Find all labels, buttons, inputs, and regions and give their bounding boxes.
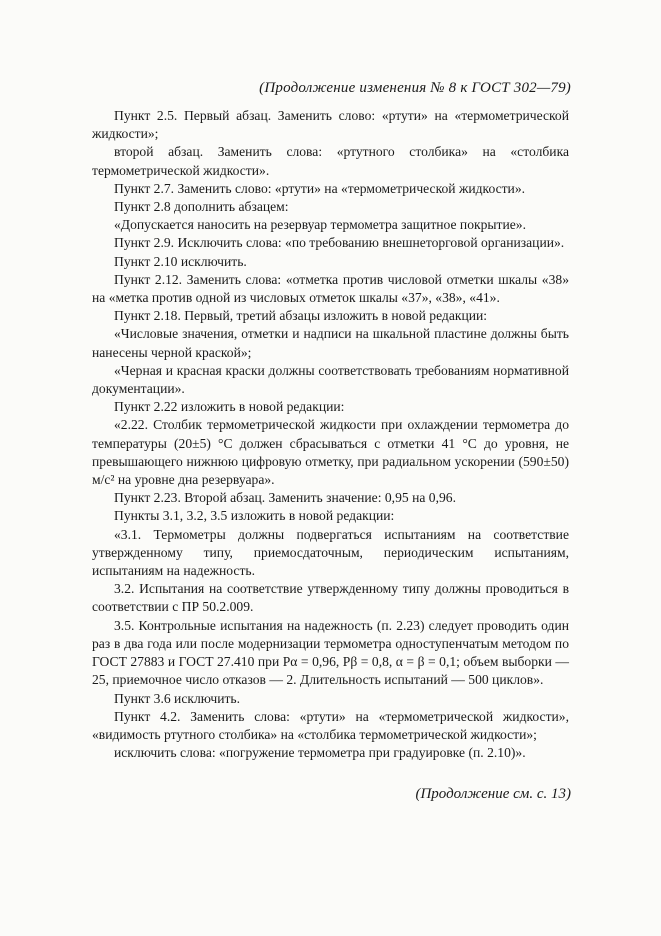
paragraph: Пункт 2.8 дополнить абзацем: xyxy=(114,199,289,215)
paragraph: Пункт 3.6 исключить. xyxy=(114,690,241,706)
paragraph: Пункт 2.22 изложить в новой редакции: xyxy=(114,399,345,415)
paragraph: «2.22. Столбик термометрической жидкости при охлаждении термометра до температуры (20±5) °С должен сбрасываться с отметки 41 °С до уровня, не превышающего нижнюю цифровую отметку, при радиальном ускорении (590±50) м/с² на уровне дна резервуара». xyxy=(92,417,569,488)
paragraph: «Допускается наносить на резервуар термометра защитное покрытие». xyxy=(114,217,526,233)
paragraph: Пункт 2.10 исключить. xyxy=(114,253,247,269)
paragraph: второй абзац. Заменить слова: «ртутного столбика» на «столбика термометрической жидкости». xyxy=(92,144,569,178)
paragraph: Пункт 2.18. Первый, третий абзацы изложить в новой редакции: xyxy=(114,308,488,324)
paragraph: 3.2. Испытания на соответствие утвержденному типу должны проводиться в соответствии с ПР 50.2.009. xyxy=(92,581,569,615)
paragraph: «Числовые значения, отметки и надписи на шкальной пластине должны быть нанесены черной краской»; xyxy=(92,326,569,360)
continuation-header: (Продолжение изменения № 8 к ГОСТ 302—79) xyxy=(259,80,571,96)
continuation-footer: (Продолжение см. с. 13) xyxy=(415,786,571,802)
paragraph: Пункт 4.2. Заменить слова: «ртути» на «термометрической жидкости», «видимость ртутного столбика» на «столбика термометрической жидкости»; xyxy=(92,708,569,742)
paragraph: Пункт 2.12. Заменить слова: «отметка против числовой отметки шкалы «38» на «метка против одной из числовых отметок шкалы «37», «38», «41». xyxy=(92,271,569,306)
paragraph: исключить слова: «погружение термометра при градуировке (п. 2.10)». xyxy=(114,745,526,761)
paragraph: Пункт 2.5. Первый абзац. Заменить слово: «ртути» на «термометрической жидкости»; xyxy=(92,108,569,142)
document-body xyxy=(92,107,569,762)
paragraph: 3.5. Контрольные испытания на надежность (п. 2.23) следует проводить один раз в два года или после модернизации термометра одноступенчатым методом по ГОСТ 27883 и ГОСТ 27.410 при Pα = 0,96, Pβ = 0,8, α = β = 0,1; объем выборки — 25, приемочное число отказов — 2. Длительность испытаний — 500 циклов». xyxy=(92,617,569,688)
paragraph: Пункты 3.1, 3.2, 3.5 изложить в новой редакции: xyxy=(114,508,395,524)
paragraph: «Черная и красная краски должны соответствовать требованиям нормативной документации». xyxy=(92,362,569,397)
paragraph: «3.1. Термометры должны подвергаться испытаниям на соответствие утвержденному типу, приемосдаточным, периодическим испытаниям, испытаниям на надежность. xyxy=(92,526,569,579)
paragraph: Пункт 2.9. Исключить слова: «по требованию внешнеторговой организации». xyxy=(114,235,565,251)
paragraph: Пункт 2.23. Второй абзац. Заменить значение: 0,95 на 0,96. xyxy=(114,490,456,506)
paragraph: Пункт 2.7. Заменить слово: «ртути» на «термометрической жидкости». xyxy=(114,180,526,196)
